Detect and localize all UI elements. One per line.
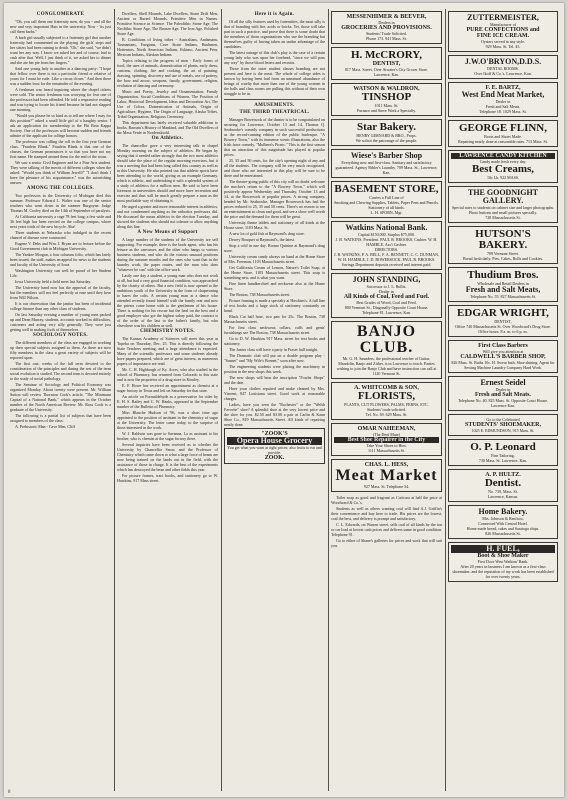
ad-title: CALDWELL'S BARBER SHOP, xyxy=(460,354,546,360)
paragraph: Picture framing is made a specialty at Hawkins's. A full line of text books and a large stock of stationery constantly on hand. xyxy=(224,298,325,313)
paragraph: A large number of the students of the University are self supporting. For example, there is the book agent, who has his leisure as the canvasser, and the other who hangs to various business students, and who do the various unusual positions during the summer months and the ones who want that in the laundry work, the paper routes, and the man who does "whatever he can" with the office work. xyxy=(117,237,218,272)
ad-title: All Kinds of Coal, Feed and Fuel. xyxy=(343,294,430,300)
advertisement-zooks xyxy=(224,428,325,464)
advertisement-banjo-club xyxy=(331,321,442,379)
ad-title: TINSHOP xyxy=(361,91,412,103)
ad-title: Fresh and Salt Meats. xyxy=(475,392,531,398)
ad-title: Wiese's Barber Shop xyxy=(350,151,423,160)
paragraph: Toilet soap as good and fragrant as Cuticura at half the price at Woodward & Co.'s. xyxy=(331,495,442,505)
paragraph: This department has lately received valuable additions to books. Raroatu's History of Mankind, and The Old Dwellers of the Mesa Verde in Nordenskiold. xyxy=(117,120,218,135)
ad-text: Special rates to students on cabinet size and larger photographs. Photo buttons and small pictures specially. xyxy=(451,205,555,215)
ad-text: Smoking and Chewing Supplies, Tablets, Paper Pens and Pencils. Stationery of all kinds. xyxy=(334,200,439,210)
article-body xyxy=(117,237,218,328)
paragraph: The first one, weeks of the fall term devoted to the consideration of the principles and during the rest of the term social evolution is studied. The second term is devoted entirely to the study of social pathology. xyxy=(10,361,111,381)
ad-title: Dentist. xyxy=(484,477,522,489)
paragraph: The chancellor gave a very interesting talk in chapel Monday morning on the subject of athletics. He began by saying that it needed rather strongly that the two most athletics should take the place of the regular morning exercises, but it was a meeting that had been long called this country as well as in this University. He also pointed out that athletic sports have been attending to the world, giving as an example Germany, which is athletic, and undertaking it with a splendid system of a study of athletics for a million men. He said to have been foremost in universities should and more have recreation and exercise and thus will be much greatly prepare a man as the most profitable way of obtaining it. xyxy=(117,143,218,203)
advertisement-thudium-bros xyxy=(448,267,558,302)
ad-text: 800 Vermont St., Diagonally Opposite Court House. xyxy=(344,305,429,310)
paragraph: Lastly one day a student, a young man who does not work at all, but had a very good financial condition, was approached by the charity of others. But a new field is now opened to the ambitious youth of the University in the form of chaperoning to hares the colts. A certain young man at a dance who attended recently found himself with the family rear and now the priests come home with to the gentlemen of his house. There is nothing for his rescue but the heal on the best and a good employer who got the highest salary paid, the contract is of the order of the last to the father's family, but who elsewhere was his children as well. xyxy=(117,273,218,328)
advertisement-home-bakery xyxy=(448,505,558,539)
ad-text: Mrs. Johnson & Renfrow, xyxy=(482,516,524,521)
advertisement-meat-market xyxy=(448,82,558,117)
paragraph: For picture frames, tract books, and stationery go to W. Hawkins, 917 Mass street. xyxy=(117,473,218,483)
ad-title: Home Bakery. xyxy=(478,507,528,516)
paragraph: Students as well as others wanting coal will find A.J. Griffin's their convenience and buy here to trade. His prices are the lowest, coal the best, and delivery is prompt and satisfactory. xyxy=(331,506,442,521)
ad-title: Star Bakery. xyxy=(356,121,417,133)
advertisement-grocery xyxy=(331,11,442,44)
ad-text: DIRECTORS. xyxy=(374,247,399,252)
paragraph: A new lot of gold fish at Raymond's drug store. xyxy=(229,231,305,236)
paragraph: E. F. Howe has received an appointment as chemist at a sugar factory in Texas and left on Saturday for that state. xyxy=(117,383,218,393)
paragraph: The professor was calling the roll in the first year German class. "Fraulein Blank." Fraulein Blank is that one of the classes, the German pronounces it so that you have not my first name. He stamped around them for the end of the room. xyxy=(10,139,111,159)
advertisement-confections xyxy=(448,11,558,52)
advertisement-meat-market xyxy=(331,459,442,492)
advertisement-dentist xyxy=(448,55,558,79)
ad-text: 728 Massachusetts St. xyxy=(485,215,521,220)
ad-text: Carries a Full Line of xyxy=(369,195,404,200)
ad-text: Furnace and Stove Work a Specialty. xyxy=(357,108,416,113)
paragraph: Music and Poetry, Jewelry and Ornamentation, Family Organization, Social Conditions of Women, The Position of Labor, Historical Development, Ideas and Decoration Art, The Use of Colors, Domestication of Animals, Origin of Agriculture, Hygiene, The Origin of Language, Alaska Tribes, Tribal Organization, Religious Ceremony. xyxy=(117,89,218,119)
paragraph: W. J. Baldwin was gone to Savanna, La as assistant to his brother, who is chemist at the sugar factory there. xyxy=(117,431,218,441)
ad-title: EDGAR WRIGHT, xyxy=(457,307,549,319)
ad-text: Go to the Celebrated xyxy=(486,417,520,422)
paragraph: The latest outrage of this club's play is the case of a certain young lady who was upon her forehead, "since we will pass any way" by those blood letters and recruits. xyxy=(224,50,325,65)
paragraph: Get California Cream of Lemon, Nature's Toilet Soap, at the Home Store, 1103 Massachusetts street. This soap is something new, and is what you want. xyxy=(224,265,325,280)
section-heading: CHEMISTRY NOTES. xyxy=(140,329,195,334)
ad-text: Capital $150,000. Surplus $75,000. xyxy=(358,232,415,237)
paragraph: The following is a partial list of subjects that have been assigned to members of the class: xyxy=(10,413,111,423)
paragraph: Fine linen handkerchief and neckwear also at the Home Store. xyxy=(224,281,325,291)
ad-text: Fresh and Salt Meats. xyxy=(485,104,521,109)
page-number: 8 xyxy=(8,790,11,795)
ad-text: You get what you want at right prices; also fruits to eat and provide. xyxy=(227,445,322,455)
divider xyxy=(224,99,325,100)
ad-text: Lawrence, Kansas. xyxy=(487,494,519,499)
paragraph: Dwellers, Shell Mounds, Lake Dwellers, Stone Drift Men, Ancient or Buried Mounds. Primitive Men in Names. Primitive Science in Science. The Paleolithic Stone Age, The Neolithic Stone Age, The Bronze Age, The Iron Age, Polished Stone Age. xyxy=(117,11,218,36)
paragraph: The University band now has the approval of the faculty, but the members will not feel perfectly at ease until they hear from Will Wilson. xyxy=(10,285,111,300)
advertisement-boot-shoe-maker xyxy=(448,542,558,582)
column-2 xyxy=(117,11,218,791)
paragraph: The different members of the class are engaged in working up their special subjects assigned to them. As there are now fifty members in the class a great variety of subjects will be reported upon. xyxy=(10,340,111,360)
ad-title: ZUTTERMEISTER, xyxy=(467,13,539,22)
paragraph: "Would you please be so kind as to tell me where I may for this position?" asked a small little girl of a haughty senior. I ask an application for membership to the Phi Beta Kappa Society. One of the professors will become sudden and friends admire of the applicant for college honors. xyxy=(10,113,111,138)
paragraph: Manager Bowersock of the theater is to be congratulated on securing for Lawrence, October 13 and 14, Thomas Q. Seabrooke's comedy company in such successful productions as the record-running edition of the public burlesque, "A Bowery Town," with its immense scenic illustrations, also the Irish farce comedy, "Mulhern's Picnic." This is the first season that an attraction of this magnitude has played at popular prices. xyxy=(224,117,325,157)
ad-text: First Door West Watkins' Bank. xyxy=(477,559,529,564)
column-rule xyxy=(445,9,446,791)
ad-text: 1111 Massachusetts St. xyxy=(368,448,405,453)
ad-title: H. FUEL, xyxy=(451,545,555,553)
paragraph: Mr. C. H. Highborgh of Ky. Acres, who also studied in the school of Pharmacy, has returned from Colorado to this state and is now the proprietor of a drug store in Kinsley. xyxy=(117,367,218,382)
ad-text: We solicit the patronage of the people. xyxy=(355,138,418,143)
paragraph: The Seminar of Sociology and Political Economy was organized Monday. About twenty were present. Mr. William Sutton will review Thornton Cook's article, "The Minimum Capital of a National Bank," which appears in the October number of the North American Review. Mr. Ross Cook is a graduate of the University. xyxy=(10,382,111,412)
ad-text: DENTIST, xyxy=(494,319,512,324)
ad-text: Telephone No. 55. 827 Massachusetts St. xyxy=(470,294,536,299)
ad-title: Best Creams, xyxy=(471,163,535,175)
paragraph: "Oh, you call them one fraternity men, do you - and all the new and very important Hats in the university. Now - 'tis just call them barbs." xyxy=(10,19,111,34)
ad-text: J. B. WATKINS, President. PAUL R. BROOKS, Cashier. W. H. HAMBLE, Ass't Cashier. xyxy=(335,237,438,247)
ad-title: J.W.O'BRYON,D.D.S. xyxy=(464,57,542,66)
paragraph: Have your clothes repaired and make cleaned by Mrs. Vincent, 847 Louisiana street. Good work at reasonable charges. xyxy=(224,386,325,401)
ad-text: Office 740 Massachusetts St. Over Woodward's Drug Store. xyxy=(455,324,551,329)
paragraph: Three students at Nebraska who indulged in the recent chancel of disease were contracted. xyxy=(10,230,111,240)
ad-title: Watkins National Bank. xyxy=(345,223,428,232)
paragraph: B. Conditions of living tribes - Australians, Andamans, Tasmanians, Fuegians, Cave Stone Indians, Bushmen, Hottentots, North American Indians, Eskimo, Ancient Peru, Mexican Indians, Alaskan Indians. xyxy=(117,37,218,57)
ad-title: O. P. Leonard xyxy=(470,441,536,453)
ad-text: Phone 173. 941 Mass. St. xyxy=(366,36,407,41)
ad-title: "ZOOK'S xyxy=(261,431,288,437)
ad-title: GEORGE FLINN, xyxy=(458,122,547,134)
ad-text: 730 Mass. St. Lawrence, Kan. xyxy=(478,458,528,463)
ad-title: Thudium Bros. xyxy=(467,269,539,281)
section-heading: SOCIOLOGY NOTES. xyxy=(33,333,88,338)
ad-text: Over Ikoff & Co.'s. Lawrence, Kan. xyxy=(474,71,532,76)
article-body xyxy=(10,193,111,332)
advertisement-edgar-wright xyxy=(448,305,558,337)
ad-text: Tel. No. 69. 629 Mass. St. xyxy=(365,412,408,417)
ad-text: J. B. WATKINS, P. A. BELL, F. A. BENNETT, C. C. DUNMAN, W. H. HAMBLE, J. D. BOWERSOCK, PAUL R. BROOKS. xyxy=(334,252,439,262)
article-body xyxy=(224,117,325,427)
ad-title: DENTIST, xyxy=(372,61,401,67)
ad-text: Lawrence, Kan. xyxy=(373,72,400,77)
ad-text: Candy made fresh every day. xyxy=(479,159,527,164)
article-body xyxy=(117,336,218,483)
column-rule xyxy=(328,9,329,791)
paragraph: C. L. Edwards, on Warren street, sells coal of all kinds by the ton or car load at lowest cash prices and delivers same in good condition. Telephone 91. xyxy=(331,522,442,537)
ad-text: Telephone 81. Lawrence, Kan. xyxy=(361,310,412,315)
paragraph: Topics relating to the progress of man - Early forms of food, the uses of animals, domestication of plants, early dress, customs, clothing, fire and cooking, the art of painting, drawing, spinning, discovery and use of metals, use of pottery, the bow and arrow, weapons, family, government, religion, evolution of dancing and ceremony. xyxy=(117,58,218,88)
paragraph: The theatre-going public of this city will no doubt welcome the mocker's return to the "A Bowery Town," which will positively appear Wednesday and Thursday, October 13 and 14, at the Bowersock at popular prices. A strong company, headed by Mr. Seabrooke, Manager Bowersock has had the prices reduced to 25, 35 and 50 cents. There's no reason to see an entertainment so clean and good, and see a show well worth the price and the demand for them will be great. xyxy=(224,179,325,219)
paragraph: A barb girl usually subjected to a fraternity girl that another fraternity had commented on the playing the girls' steps and her sisters had been ruining to death. "Oh," she said, "we didn't want her any way. I know we asked her and of course, had to cash after that. Well, I just think of it, we asked her to dinner and she ate her pie from her fingers." xyxy=(10,35,111,65)
newspaper-page xyxy=(4,3,564,797)
ad-title: F. E. BARTZ, xyxy=(485,85,521,91)
ad-text: Everything new and first-class. Sanitary and satisfactory guaranteed. Agency Bibler's Laundry. 709 Mass. St., Lawrence, Kan. xyxy=(335,160,438,175)
paragraph: Several inquiries have been received as to whether the University by Chancellor Snow, and the Professor of Chemistry which came down to what a large force of beans are now being trained on the lands out in the field, with the assistance of those in charge. It is the best of the experiments which has destroyed the bean and other fields this year. xyxy=(117,442,218,472)
advertisement-shoes xyxy=(448,120,558,147)
paragraph: University cream candy always on hand at the Home Store of Mrs. Freeman, 1103 Massachusetts street. xyxy=(224,254,325,264)
section-heading: Here it is Again. xyxy=(254,12,295,17)
ad-text: 10c Lb. 922 MASS. xyxy=(486,175,520,180)
column-4 xyxy=(331,11,442,791)
paragraph: For first class neckwear, collars, cuffs and gents' furnishings see The Boston, 738 Massachusetts street. xyxy=(224,325,325,335)
ad-title: FLORISTS, xyxy=(357,390,416,402)
advertisement-barber xyxy=(331,149,442,178)
paragraph: The Dramatic club will put on a double program play - "Sunset" and "My Wife's Bonnet," soon after now. xyxy=(224,353,325,363)
ad-text: Take Your Shoes to Him. xyxy=(366,443,407,448)
paragraph: The Kansas Academy of Sciences will meet this year at Topeka on Thursday, Dec. 25. This is directly following the State Teachers meeting, and a large attendance is expected. Many of the scientific professors and some students already have papers prepared, which are of great interest, as numerous papers of importance are read. xyxy=(117,336,218,366)
paragraph: Go to D. W. Hawkins 917 Mass. street for text books and stationery. xyxy=(224,336,325,346)
paragraph: The engineering students were placing the machinery in position in the new shops this week. xyxy=(224,364,325,374)
paragraph: At California university a cage 78 feet long, a few wide and 36 feet high has been erected on the college campus, where next years trials of the new bicycle. Aha! xyxy=(10,214,111,229)
ad-title: A. P. HULTZ. xyxy=(485,472,521,478)
ad-title: Fresh and Salt Meats, xyxy=(465,285,541,294)
advertisement-candy-kitchen xyxy=(448,150,558,183)
ad-text: Will give you attention at xyxy=(482,349,524,354)
ad-text: Home made bread, cakes and Saratoga chips. xyxy=(466,526,540,531)
ad-text: 826 Massachusetts St. xyxy=(485,531,521,536)
paragraph: Of all the silly features used by fraternities, the most silly is that of branding with fire, acids or bricks. Yet, those will take part in such a practice, and prove that there is some doubt that the members of those organizations who use the branding but themselves guilty of having taken an undue advantage of the candidates. xyxy=(224,19,325,49)
advertisement-shoemaker xyxy=(448,414,558,436)
ad-title: CHAS. L. HESS, xyxy=(364,462,409,468)
column-1 xyxy=(10,11,111,791)
ad-text: 817 Mass. Street, Over Atwater's City Grocer Store. xyxy=(344,67,429,72)
advertisement-tailoring xyxy=(448,439,558,466)
ad-text: HENRY GERNARD & BRO., Props. xyxy=(356,133,417,138)
paragraph: The new shops will bear the inscription "Fowler Shops" and the date. xyxy=(224,375,325,385)
paragraph: A freshman was heard inquiring where the chapel tickets were sold. The senior freshman was worrying for fear one of the professors had been offended. He told a responsive reading and was trying to locate his friend because he had not slapped one morning. xyxy=(10,87,111,112)
section-heading: CONGLOMERATE xyxy=(36,12,85,17)
advertisement-dentist xyxy=(331,47,442,80)
ad-text: 1025 E. EDMUNDSON, 915 Mass. St. xyxy=(471,428,535,433)
advertisement-basement-store xyxy=(331,181,442,218)
ad-title: First Class Barbers xyxy=(478,343,528,349)
paragraph: Washington University can well be proud of her Student Life. xyxy=(10,268,111,278)
ad-title: Best Shoe Repairer in the City xyxy=(334,437,439,443)
ad-title: MESSENHIMER & BEEVER, xyxy=(346,14,427,20)
ad-text: 927 Mass. St. Telephone 54. xyxy=(363,484,410,489)
ad-text: Manufacturer of xyxy=(489,22,517,27)
ad-title: LAWRENCE CANDY KITCHEN xyxy=(451,153,555,159)
ad-text: After 20 years in business I am known as a first-class shoemaker, and the reputation of my work has been established for over twenty years. xyxy=(452,564,554,579)
ad-text: PLANTS, CUT FLOWERS, PALMS, FERNS, ETC. xyxy=(344,402,429,407)
ad-title: West End Meat Market, xyxy=(461,90,545,99)
section-heading: On Athletics. xyxy=(151,136,184,141)
ad-text: Dealer in xyxy=(379,289,394,294)
article-body xyxy=(117,11,218,135)
ad-text: 1011 Mass. St. xyxy=(374,103,399,108)
ad-text: 929 Mass. St. Tel. 45. xyxy=(485,44,521,49)
paragraph: We saw a senior Civil Engineer and he a Fine Arts student. They were talking of the merits of different colleges when the asked: "Would you think of William Jewell?" "I don't think I have the pleasure of his acquaintance," was the astonishing answer. xyxy=(10,160,111,185)
paragraph: It is our observation that the janitor has been of incidental college finance than any other class of students. xyxy=(10,301,111,311)
article-body xyxy=(10,340,111,429)
advertisement-seidel xyxy=(448,376,558,411)
ad-title: STUDENTS' SHOEMAKER, xyxy=(464,422,542,428)
column-3 xyxy=(224,11,325,791)
section-heading: AMONG THE COLLEGES. xyxy=(26,186,95,191)
ad-text: Fine Tailoring. xyxy=(491,453,515,458)
column-rule xyxy=(221,9,222,791)
ad-title: PURE CONFECTIONS and xyxy=(466,27,540,33)
ad-text: Wholesale and Retail Dealers in xyxy=(477,281,529,286)
ad-text: Connected With Central Hotel. xyxy=(478,521,528,526)
ad-text: Students' Trade Solicited. xyxy=(366,31,407,36)
ad-title: WATSON & WALDRON, xyxy=(353,86,420,92)
advertisement-barber-shop xyxy=(448,340,558,373)
ad-title: GROCERIES AND PROVISIONS. xyxy=(341,25,432,31)
article-body xyxy=(117,143,218,229)
paragraph: An article on Formaldehyde as a preservative for cider by E. H. S. Bailey and C. W. Hanks, appeared in the September number of the Bulletin of Pharmacy. xyxy=(117,394,218,409)
ad-title: HUTSON'S BAKERY. xyxy=(475,228,531,251)
ad-title: Ernest Seidel xyxy=(480,378,526,387)
advertisement-coal xyxy=(331,273,442,318)
ad-text: Dealer in xyxy=(495,387,511,392)
paragraph: Eugene V. Debs and Wm. J. Bryan are to lecture before the Good Government club in Michigan University. xyxy=(10,241,111,251)
section-heading: AMUSEMENTS. xyxy=(254,103,295,108)
ad-text: (The Deaf Mute) xyxy=(372,432,401,437)
ad-text: Repairing neatly done at reasonable rates. 713 Mass. St. xyxy=(458,139,548,144)
ad-text: Telephone 18. 1029 Mass. St. xyxy=(479,109,527,114)
ad-title: H. McCRORY, xyxy=(350,49,422,61)
advertisement-tinshop xyxy=(331,83,442,116)
advertisement-bank xyxy=(331,221,442,270)
ad-text: L. H. SPORN, Mgr. xyxy=(370,210,403,215)
column-5 xyxy=(448,11,558,791)
ad-title: BASEMENT STORE, xyxy=(334,183,439,195)
ad-text: No. 739, Mass. St. xyxy=(488,489,518,494)
ad-text: Office hours: 8 a. m. to 6 p. m. xyxy=(478,329,528,334)
paragraph: Black Cat half hose, two pair for 25c. The Boston, 738 Massachusetts street. xyxy=(224,314,325,324)
ad-text: Mr. G. H. Saunders, the professional teacher of Guitar, Mandolin, Banjo and Zither, is in Lawrence to teach. Parties wishing to join the Banjo Club and have instruction can call at 1120 Vermont St. xyxy=(336,356,437,376)
ad-title: Boot & Shoe Maker xyxy=(477,553,529,559)
advertisement-bakery xyxy=(331,119,442,146)
paragraph: Dewey Bouquet at Raymond's, the latest. xyxy=(229,237,295,242)
ad-title: Opera House Grocery xyxy=(227,437,322,445)
advertisement-shoe-repairer xyxy=(331,423,442,456)
ad-text: Dealers in xyxy=(378,20,395,25)
ad-title: Meat Market xyxy=(335,467,438,484)
paragraph: The Boston, 738 Massachusetts street. xyxy=(229,292,291,297)
ad-title: FINE ICE CREAM. xyxy=(476,33,530,39)
notices xyxy=(331,495,442,548)
paragraph: A. Prehistoric Man - Cave Men, Cliff xyxy=(15,424,75,429)
ad-text: Best Grades of Wood, Coal and Feed. xyxy=(356,300,417,305)
ad-title: JOHN STANDING, xyxy=(352,275,421,284)
ad-text: Oysters served in any style. xyxy=(480,39,526,44)
paragraph: Go to either of Shane's galleries for prices and work that will suit you. xyxy=(331,538,442,548)
advertisement-florists xyxy=(331,382,442,420)
paragraph: Miss Blanche Hudson of '96, was a short time ago appointed to the position of assistant in the chemistry of sugar at the University. The letter came today, to the surprise of those interested in the work. xyxy=(117,410,218,430)
ad-text: Telephone No. 40. 825 Mass. St. Opposite Court House. Lawrence Kan. xyxy=(457,398,549,408)
paragraph: He urged a greater and more reasonable interest in athletics, and not condemned anything as the orthodox professors did. He discussed the mean athletics in the election Tuesday, and showed the students who should not tolerate or allow anything along this line. xyxy=(117,204,218,229)
paragraph: Iowa University held a field meet last Saturday. xyxy=(15,279,92,284)
paragraph: Those from the outer student classes branding are not present and here is the meat. The whole of college sides is known by having been laid from an unnatural abundance of beings of cruelty that more than one of the young women in the halls and class rooms are pulling this without of their own struggle to be in. xyxy=(224,66,325,96)
paragraph: The Yankee Morgan, a four columns folio, which has lately been issued, the staff, makes an appeal for news to the students and faculty of the University of Iowa. xyxy=(10,252,111,267)
section-heading: A New Means of Support xyxy=(137,230,198,235)
ad-text: Students' trade solicited. xyxy=(366,407,407,412)
paragraph: 25, 35 and 50 cents, for the city's opening night of any and all the students. The company will be very much recognized, and those who are interested in this play will be sure to be there and be entertained. xyxy=(224,158,325,178)
ad-title: BANJO CLUB. xyxy=(356,323,417,356)
ad-text: Savings Department deposits received and interest paid. xyxy=(341,262,432,267)
article-body xyxy=(10,19,111,185)
ad-signature: ZOOK. xyxy=(264,455,285,461)
column-rule xyxy=(114,9,115,791)
ad-text: Dealer in xyxy=(495,99,511,104)
article-body xyxy=(224,19,325,96)
ad-text: DENTAL ROOMS. xyxy=(487,66,519,71)
ad-title: A. WHITCOMB & SON, xyxy=(354,385,419,391)
ad-text: Successor to J. L. Bullis. xyxy=(366,284,407,289)
ad-text: Bread fresh daily. Pies, Cakes, Rolls and Cookies. xyxy=(462,256,544,261)
paragraph: Stop a cold in one day. Bromo Quinine at Raymond's drug store. xyxy=(224,243,325,253)
paragraph: University theme tablets and stationery of all kinds at the House store, 1103 Mass. St. xyxy=(224,220,325,230)
ad-text: 709 Vermont Street. xyxy=(486,251,520,256)
advertisement-gallery xyxy=(448,186,558,223)
advertisement-dentist-hultz xyxy=(448,469,558,502)
section-subheading: THE THIRD THEATRICAL. xyxy=(239,110,310,115)
paragraph: On last Saturday evening a number of young men packed up and Dean Murray, students, accounts worked in difficulties, customers and acting very silly generally. They were just getting well in making fools of themselves. xyxy=(10,312,111,332)
ad-text: 826 Mass. St. Baths 10c. H. Sweat bath. Shoe shining. Agent for Sewing Machine Laundry Company Hard Work. xyxy=(451,360,555,370)
paragraph: Two professors in the University of Michigan died this summer. Professor Edward L. Walter was one of the senior teachers who went down in the steamer Burgoyne. Judge Thomas M. Cooley died on the 14th of September of paralysis. xyxy=(10,193,111,213)
advertisement-hutsons-bakery xyxy=(448,226,558,264)
paragraph: The Junior class will have a party in Fraser hall tonight. xyxy=(229,347,319,352)
ad-title: OMAR NAHEEMAN, xyxy=(357,426,416,432)
ad-text: Boots and Shoes Made. xyxy=(484,134,522,139)
ad-title: THE GOODNIGHT GALLERY. xyxy=(467,188,538,205)
paragraph: Ladies, have you seen the "Rochester" or the "Welsh Favorite" shoe? A splendid shoe at the very lowest price and the shoe for you. $2.50 and $3.00 a pair at Carlin & Kaun Shoe Co., 819 Massachusetts Street. All kinds of repairing neatly done. xyxy=(224,402,325,427)
paragraph: Said one young lady to another at a dancing party: "I hope that fellow over there is not a particular friend or relative of yours for I must be rude. Like a circus clown." And then there was a sudden frost for the remainder of the evening. xyxy=(10,66,111,86)
